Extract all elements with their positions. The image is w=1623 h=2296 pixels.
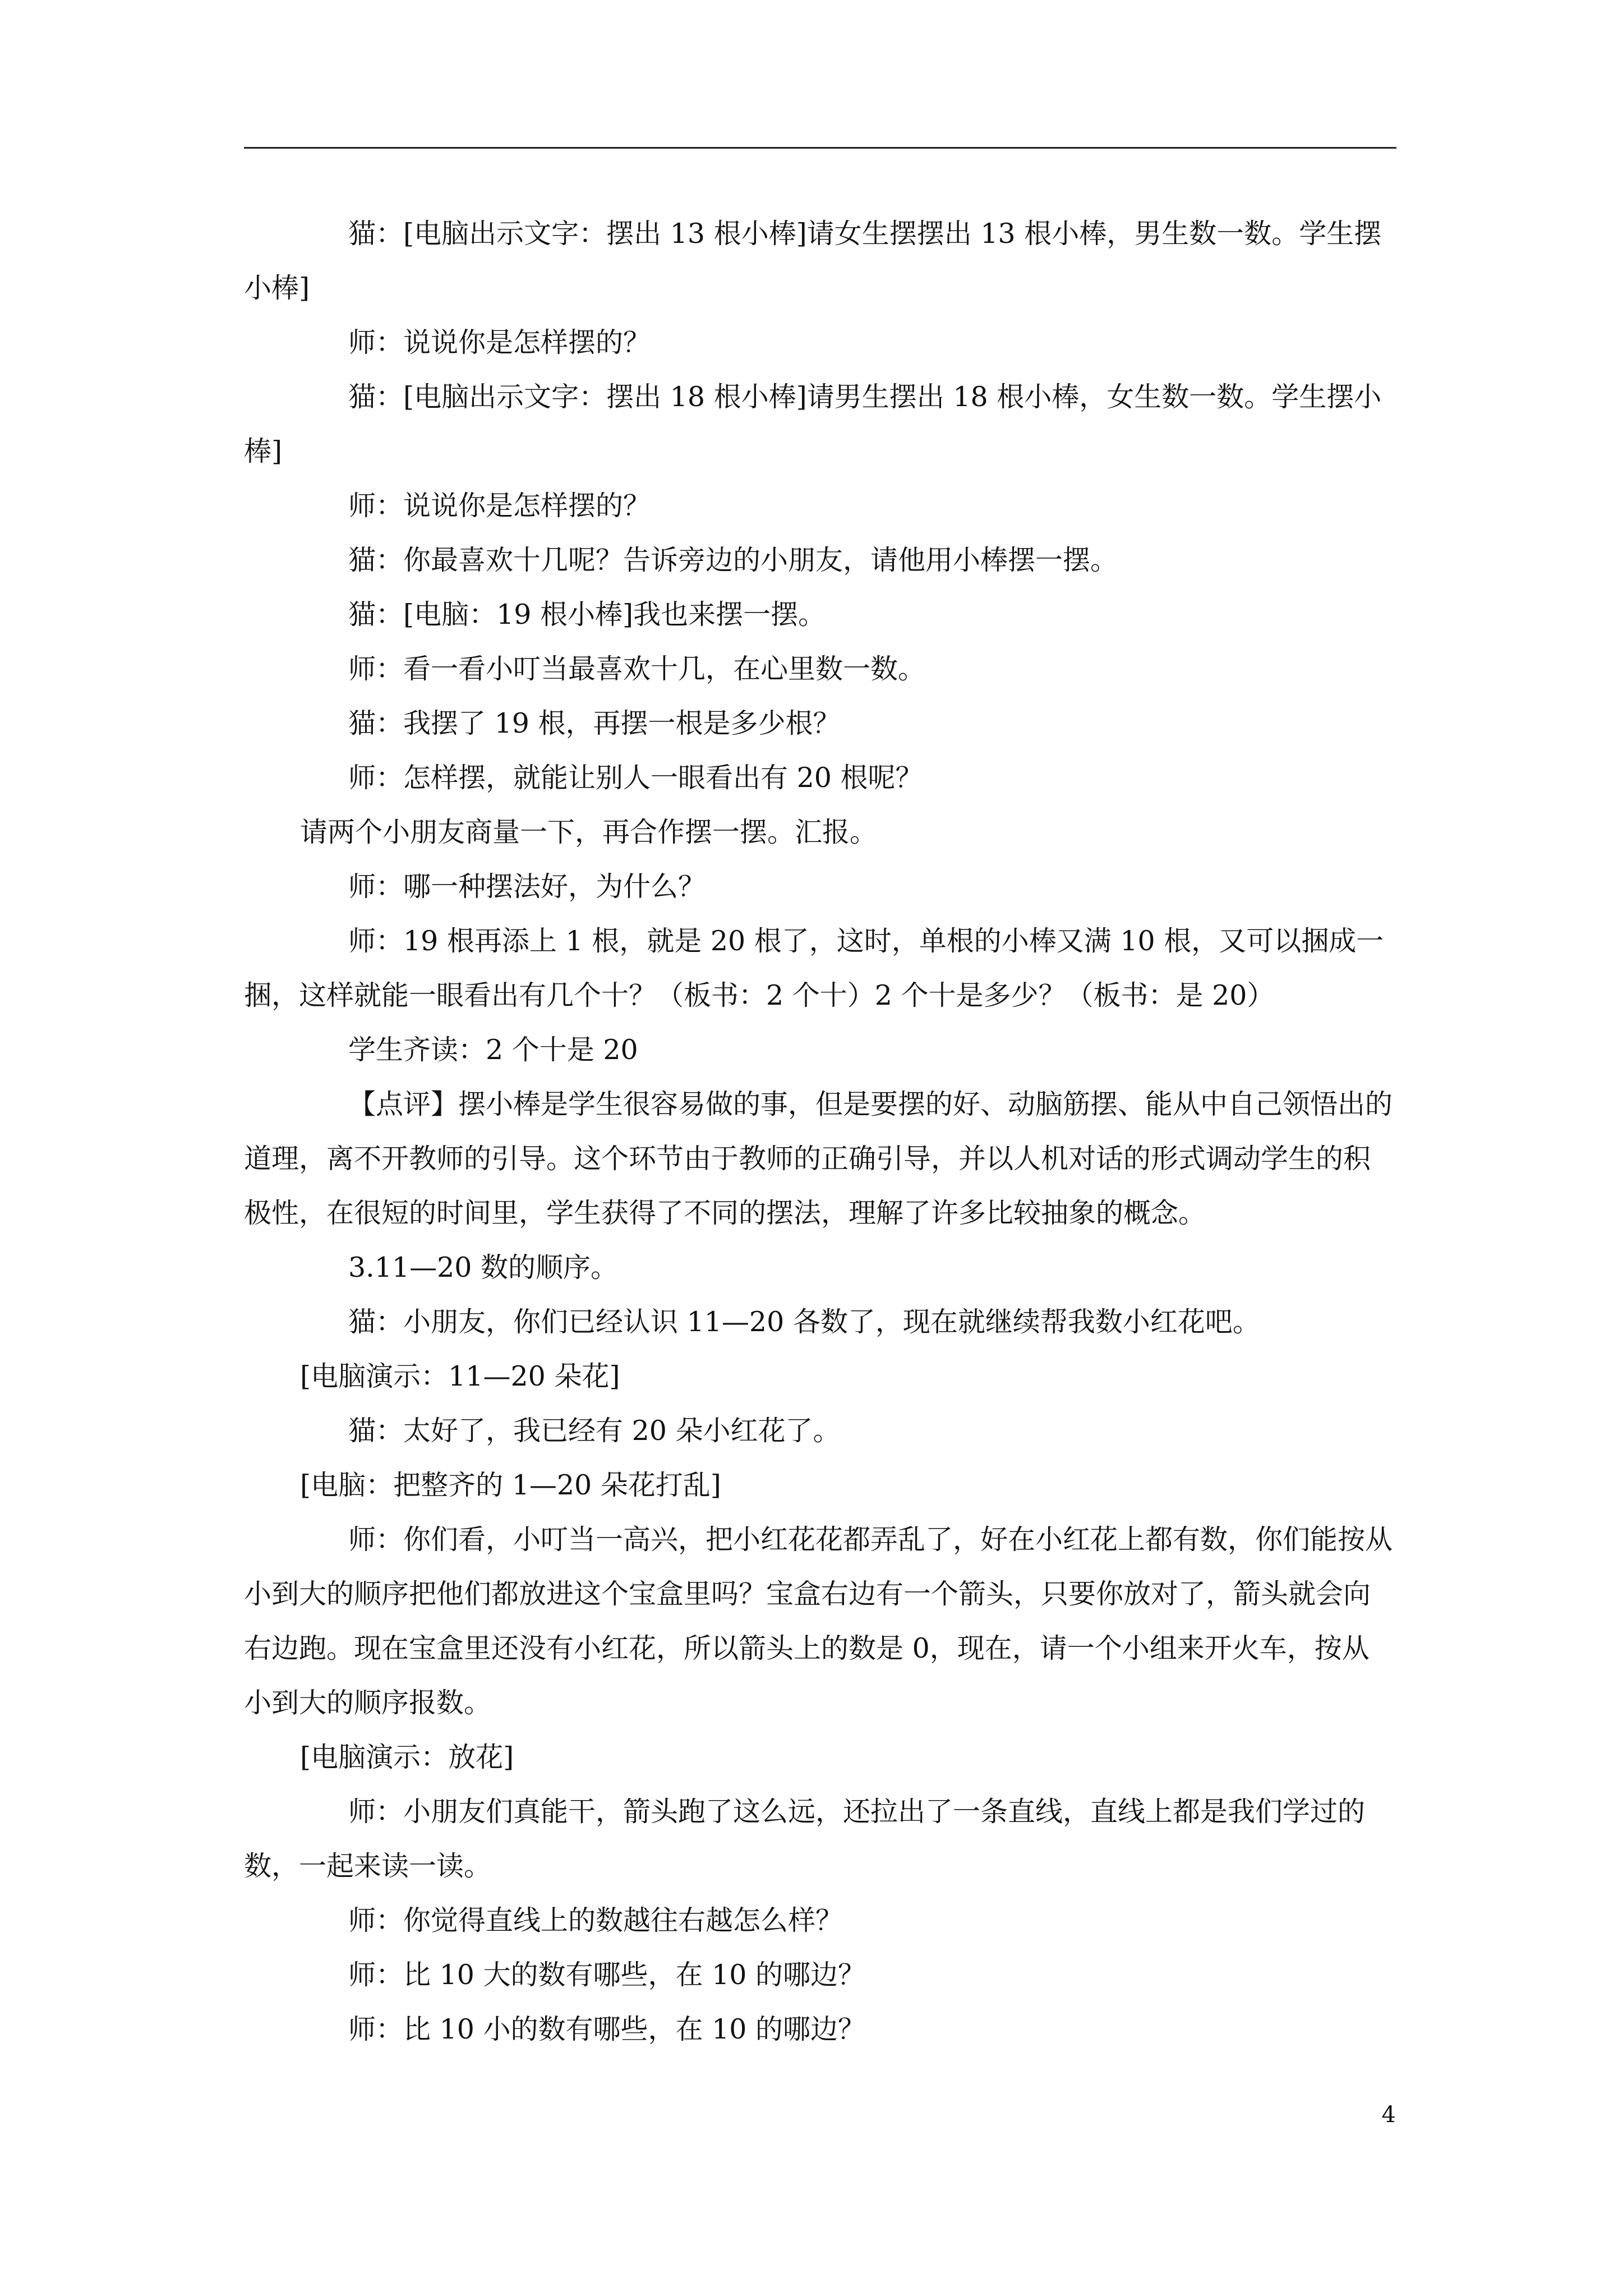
paragraph: 猫：[电脑：19 根小棒]我也来摆一摆。 [348, 599, 826, 631]
page-number: 4 [1381, 2102, 1396, 2128]
comment-paragraph: 【点评】摆小棒是学生很容易做的事，但是要摆的好、动脑筋摆、能从中自己领悟出的道理，离不开教师的引导。这个环节由于教师的正确引导，并以人机对话的形式调动学生的积极性，在很短的时间里，学生获得了不同的摆法，理解了许多比较抽象的概念。 [244, 1088, 1393, 1229]
paragraph: [电脑演示：放花] [300, 1741, 514, 1773]
paragraph: 猫：你最喜欢十几呢？告诉旁边的小朋友，请他用小棒摆一摆。 [348, 544, 1118, 576]
paragraph: [电脑：把整齐的 1—20 朵花打乱] [300, 1469, 721, 1501]
section-heading: 3.11—20 数的顺序。 [348, 1251, 619, 1283]
paragraph: 猫：[电脑出示文字：摆出 18 根小棒]请男生摆出 18 根小棒，女生数一数。学生摆小棒] [244, 381, 1382, 467]
paragraph: 师：你觉得直线上的数越往右越怎么样？ [348, 1904, 843, 1936]
header-rule [244, 147, 1396, 149]
paragraph: 师：比 10 小的数有哪些，在 10 的哪边？ [348, 2013, 866, 2045]
paragraph: 师：看一看小叮当最喜欢十几，在心里数一数。 [348, 653, 926, 685]
paragraph: [电脑演示：11—20 朵花] [300, 1360, 620, 1392]
paragraph: 猫：[电脑出示文字：摆出 13 根小棒]请女生摆摆出 13 根小棒，男生数一数。学生摆小棒] [244, 218, 1382, 304]
paragraph: 师：说说你是怎样摆的？ [348, 326, 651, 358]
paragraph: 猫：我摆了 19 根，再摆一根是多少根？ [348, 707, 841, 739]
paragraph: 师：哪一种摆法好，为什么？ [348, 871, 706, 903]
paragraph: 师：说说你是怎样摆的？ [348, 490, 651, 522]
paragraph: 师：比 10 大的数有哪些，在 10 的哪边？ [348, 1959, 866, 1991]
paragraph: 猫：太好了，我已经有 20 朵小红花了。 [348, 1415, 841, 1447]
paragraph: 师：你们看，小叮当一高兴，把小红花花都弄乱了，好在小红花上都有数，你们能按从小到大的顺序把他们都放进这个宝盒里吗？宝盒右边有一个箭头，只要你放对了，箭头就会向右边跑。现在宝盒里还没有小红花，所以箭头上的数是 0，现在，请一个小组来开火车，按从小到大的顺序报数。 [244, 1524, 1393, 1719]
paragraph: 师：19 根再添上 1 根，就是 20 根了，这时，单根的小棒又满 10 根，又可以捆成一捆，这样就能一眼看出有几个十？（板书：2 个十）2 个十是多少？（板书：是 20） [244, 925, 1384, 1011]
paragraph: 师：怎样摆，就能让别人一眼看出有 20 根呢？ [348, 762, 923, 794]
paragraph: 请两个小朋友商量一下，再合作摆一摆。汇报。 [300, 816, 878, 848]
paragraph: 师：小朋友们真能干，箭头跑了这么远，还拉出了一条直线，直线上都是我们学过的数，一起来读一读。 [244, 1796, 1366, 1882]
document-body [244, 206, 1396, 2056]
paragraph: 猫：小朋友，你们已经认识 11—20 各数了，现在就继续帮我数小红花吧。 [348, 1306, 1260, 1338]
paragraph: 学生齐读：2 个十是 20 [348, 1034, 638, 1066]
